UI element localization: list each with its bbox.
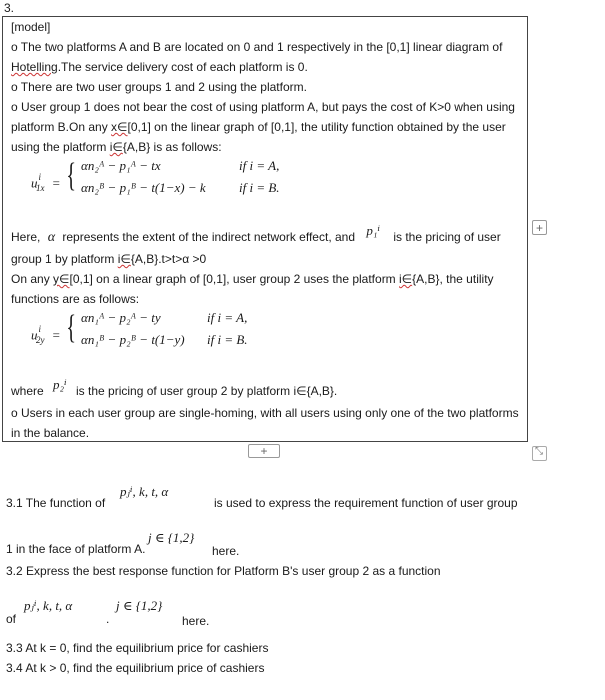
i-in: i∈ (109, 140, 123, 154)
bullet-group1-line1: o User group 1 does not bear the cost of using platform A, but pays the cost of K>0 when using (11, 100, 515, 114)
eq2-u: u (31, 327, 38, 343)
q33-line: 3.3 At k = 0, find the equilibrium price for cashiers (6, 641, 269, 655)
where-line (11, 377, 523, 401)
functions-line: functions are as follows: (11, 292, 140, 306)
text: where (11, 384, 44, 398)
eq2-lhs: $u^i_{2y}$ = (31, 324, 61, 345)
question-number: 3. (4, 1, 15, 15)
bullet-group1-line3 (11, 137, 523, 157)
y-in: y∈ (53, 272, 70, 286)
eq2-case-b: αn₁ᴮ − p₂ᴮ − t(1−y) (81, 332, 185, 347)
add-plus-button[interactable]: + (532, 220, 547, 235)
eq2-sub: 2y (36, 334, 45, 345)
text: is the pricing of user group 2 by platform i∈{A,B}. (76, 384, 338, 398)
add-row-button[interactable]: + (248, 444, 280, 458)
model-box[interactable] (2, 16, 528, 442)
q31-here: here. (212, 544, 240, 558)
group1-line (11, 249, 523, 269)
text: is the pricing of user (393, 230, 501, 244)
q32-of: of (6, 612, 17, 626)
text: represents the extent of the indirect network effect, and (62, 230, 356, 244)
eq1-case-a: αn₂ᴬ − p₁ᴬ − tx (81, 158, 161, 173)
eq2-sup: i (38, 324, 42, 334)
bullet-platforms-line2 (11, 57, 523, 77)
eq1-cond-b: if i = B. (239, 180, 280, 195)
q32-line1: 3.2 Express the best response function for Platform B's user group 2 as a function (6, 564, 441, 578)
eq1-cond-a: if i = A, (239, 158, 280, 173)
eq2-case-a: αn₁ᴬ − p₂ᴬ − ty (81, 310, 161, 325)
bullet-single-homing-line1: o Users in each user group are single-homing, with all users using only one of the two platforms (11, 406, 519, 420)
q31-line1-rest: is used to express the requirement function of user group (214, 496, 518, 510)
q32-here: here. (182, 614, 210, 628)
bullet-platforms-rest: .The service delivery cost of each platform is 0. (57, 60, 308, 74)
eq1-u: u (31, 175, 38, 191)
i-in: i∈ (117, 252, 131, 266)
here-line (11, 223, 523, 248)
hotelling-word: Hotelling (11, 60, 58, 74)
q32-j-set: j ∈ {1,2} (116, 598, 163, 613)
resize-handle-icon[interactable] (532, 446, 547, 461)
x-in: x∈ (111, 120, 128, 134)
bullet-group1-line2 (11, 117, 523, 137)
q31-j-set: j ∈ {1,2} (148, 530, 195, 545)
q34-line: 3.4 At k > 0, find the equilibrium price of cashiers (6, 661, 265, 675)
text: platform B.On any (11, 120, 112, 134)
model-heading: [model] (11, 20, 51, 34)
i-in: i∈ (399, 272, 413, 286)
q32-dot: . (106, 612, 110, 626)
eq2-cond-a: if i = A, (207, 310, 248, 325)
text: [0,1] on the linear graph of [0,1], the utility function obtained by the user (127, 120, 506, 134)
text: {A,B}.t>t>α >0 (130, 252, 207, 266)
p1i-symbol: p₁ⁱ (366, 223, 380, 238)
resize-glyph: ⤡ (535, 446, 543, 457)
q31-line2: 1 in the face of platform A. (6, 542, 146, 556)
eq1-case-b: αn₂ᴮ − p₁ᴮ − t(1−x) − k (81, 180, 206, 195)
alpha-symbol: α (47, 230, 56, 245)
group2-line (11, 269, 523, 289)
q32-symbols: pⱼⁱ, k, t, α (24, 598, 73, 613)
p2i-symbol: p₂ⁱ (53, 377, 67, 392)
eq1-sup: i (38, 172, 42, 182)
eq2-brace: { (66, 309, 77, 346)
text: {A,B} is as follows: (122, 140, 222, 154)
text: [0,1] on a linear graph of [0,1], user group 2 uses the platform (69, 272, 400, 286)
bullet-single-homing-line2: in the balance. (11, 426, 90, 440)
eq1-sub: 1x (36, 182, 45, 193)
text: using the platform (11, 140, 110, 154)
bullet-user-groups: o There are two user groups 1 and 2 using the platform. (11, 80, 307, 94)
text: On any (11, 272, 54, 286)
q31-symbols: pⱼⁱ, k, t, α (120, 484, 169, 499)
eq1-brace: { (66, 157, 77, 194)
text: Here, (11, 230, 41, 244)
bullet-platforms-line1: o The two platforms A and B are located on 0 and 1 respectively in the [0,1] linear diagram of (11, 40, 503, 54)
q31-line1: 3.1 The function of (6, 496, 106, 510)
eq2-cond-b: if i = B. (207, 332, 248, 347)
text: group 1 by platform (11, 252, 118, 266)
text: {A,B}, the utility (412, 272, 494, 286)
eq1-lhs: $u^i_{1x}$ = (31, 172, 61, 193)
